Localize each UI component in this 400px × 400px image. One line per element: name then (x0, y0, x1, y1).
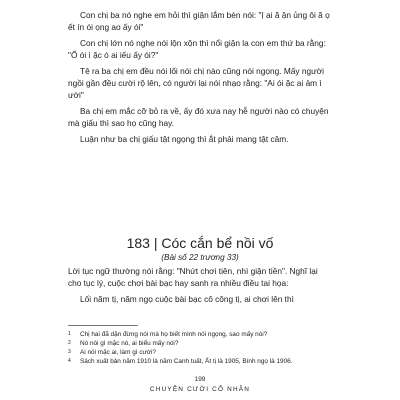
footnote-text: Chị hai đã dặn đừng nói mà họ biết mình nói ngọng, sao mấy nói? (80, 331, 268, 338)
footnote (68, 357, 332, 366)
footnote (68, 339, 332, 348)
footnote-number: 2 (68, 340, 71, 346)
paragraph: Luận như ba chị giấu tật ngọng thì ắt phải mang tật câm. (80, 134, 289, 145)
chapter-body (68, 266, 332, 306)
chapter-heading (68, 234, 332, 263)
footnote-text: Sách xuất bản năm 1910 là năm Canh tuất, Ất tị là 1905, Bính ngọ là 1906. (80, 358, 293, 365)
footnote-number: 3 (68, 349, 71, 355)
paragraph: Tê ra ba chị em đều nói lối nói chị nào cũng nói ngọng. Mấy người ngồi gần đều cười rộ lên, có người lại nói nhạo rằng: "Ai ói ặc ai ảm ì ưới" (68, 66, 324, 100)
footnote-number: 4 (68, 358, 71, 364)
footnote (68, 348, 332, 357)
page-footer (0, 376, 400, 393)
footnote-text: Ai nói mặc ai, làm gì cười? (80, 349, 156, 356)
page-number: 199 (194, 376, 206, 383)
footnote-divider (68, 325, 138, 326)
paragraph: Con chị ba nó nghe em hỏi thì giận lắm bèn nói: "Ị ai ă ận ủng ôi ă ọ ết ín ói ọng ao ấy ói" (68, 10, 330, 32)
footnote-number: 1 (68, 331, 71, 337)
chapter-subtitle: (Bài số 22 trương 33) (161, 253, 239, 262)
paragraph: Lời tục ngữ thường nói rằng: "Nhứt chơi tiên, nhì giận tiền". Nghĩ lại cho tục lý, cuộc chơi bài bạc hay sanh ra nhiều điều tai họa: (68, 266, 318, 288)
paragraph: Lối năm tị, năm ngọ cuộc bài bạc cô công tị, ai chơi lên thì (80, 294, 294, 305)
footnote (68, 330, 332, 339)
footnote-text: Nó nói gì mặc nó, ai biểu mấy nói? (80, 340, 179, 347)
paragraph: Con chị lớn nó nghe nói lộn xộn thì nổi giận la con em thứ ba rằng: "Ố ói ì ặc ó ai iếu ấy ói?" (68, 38, 326, 60)
top-text-block (68, 10, 332, 146)
footnotes (68, 330, 332, 366)
chapter-title: 183 | Cóc cắn bể nồi vố (126, 235, 274, 251)
paragraph: Ba chị em mắc cỡ bỏ ra về, ấy đó xưa nay hễ người nào có chuyện mà giấu thì sao họ cũng hay. (68, 106, 329, 128)
running-footer-title: CHUYỆN CƯỜI CỔ NHÂN (149, 386, 251, 393)
